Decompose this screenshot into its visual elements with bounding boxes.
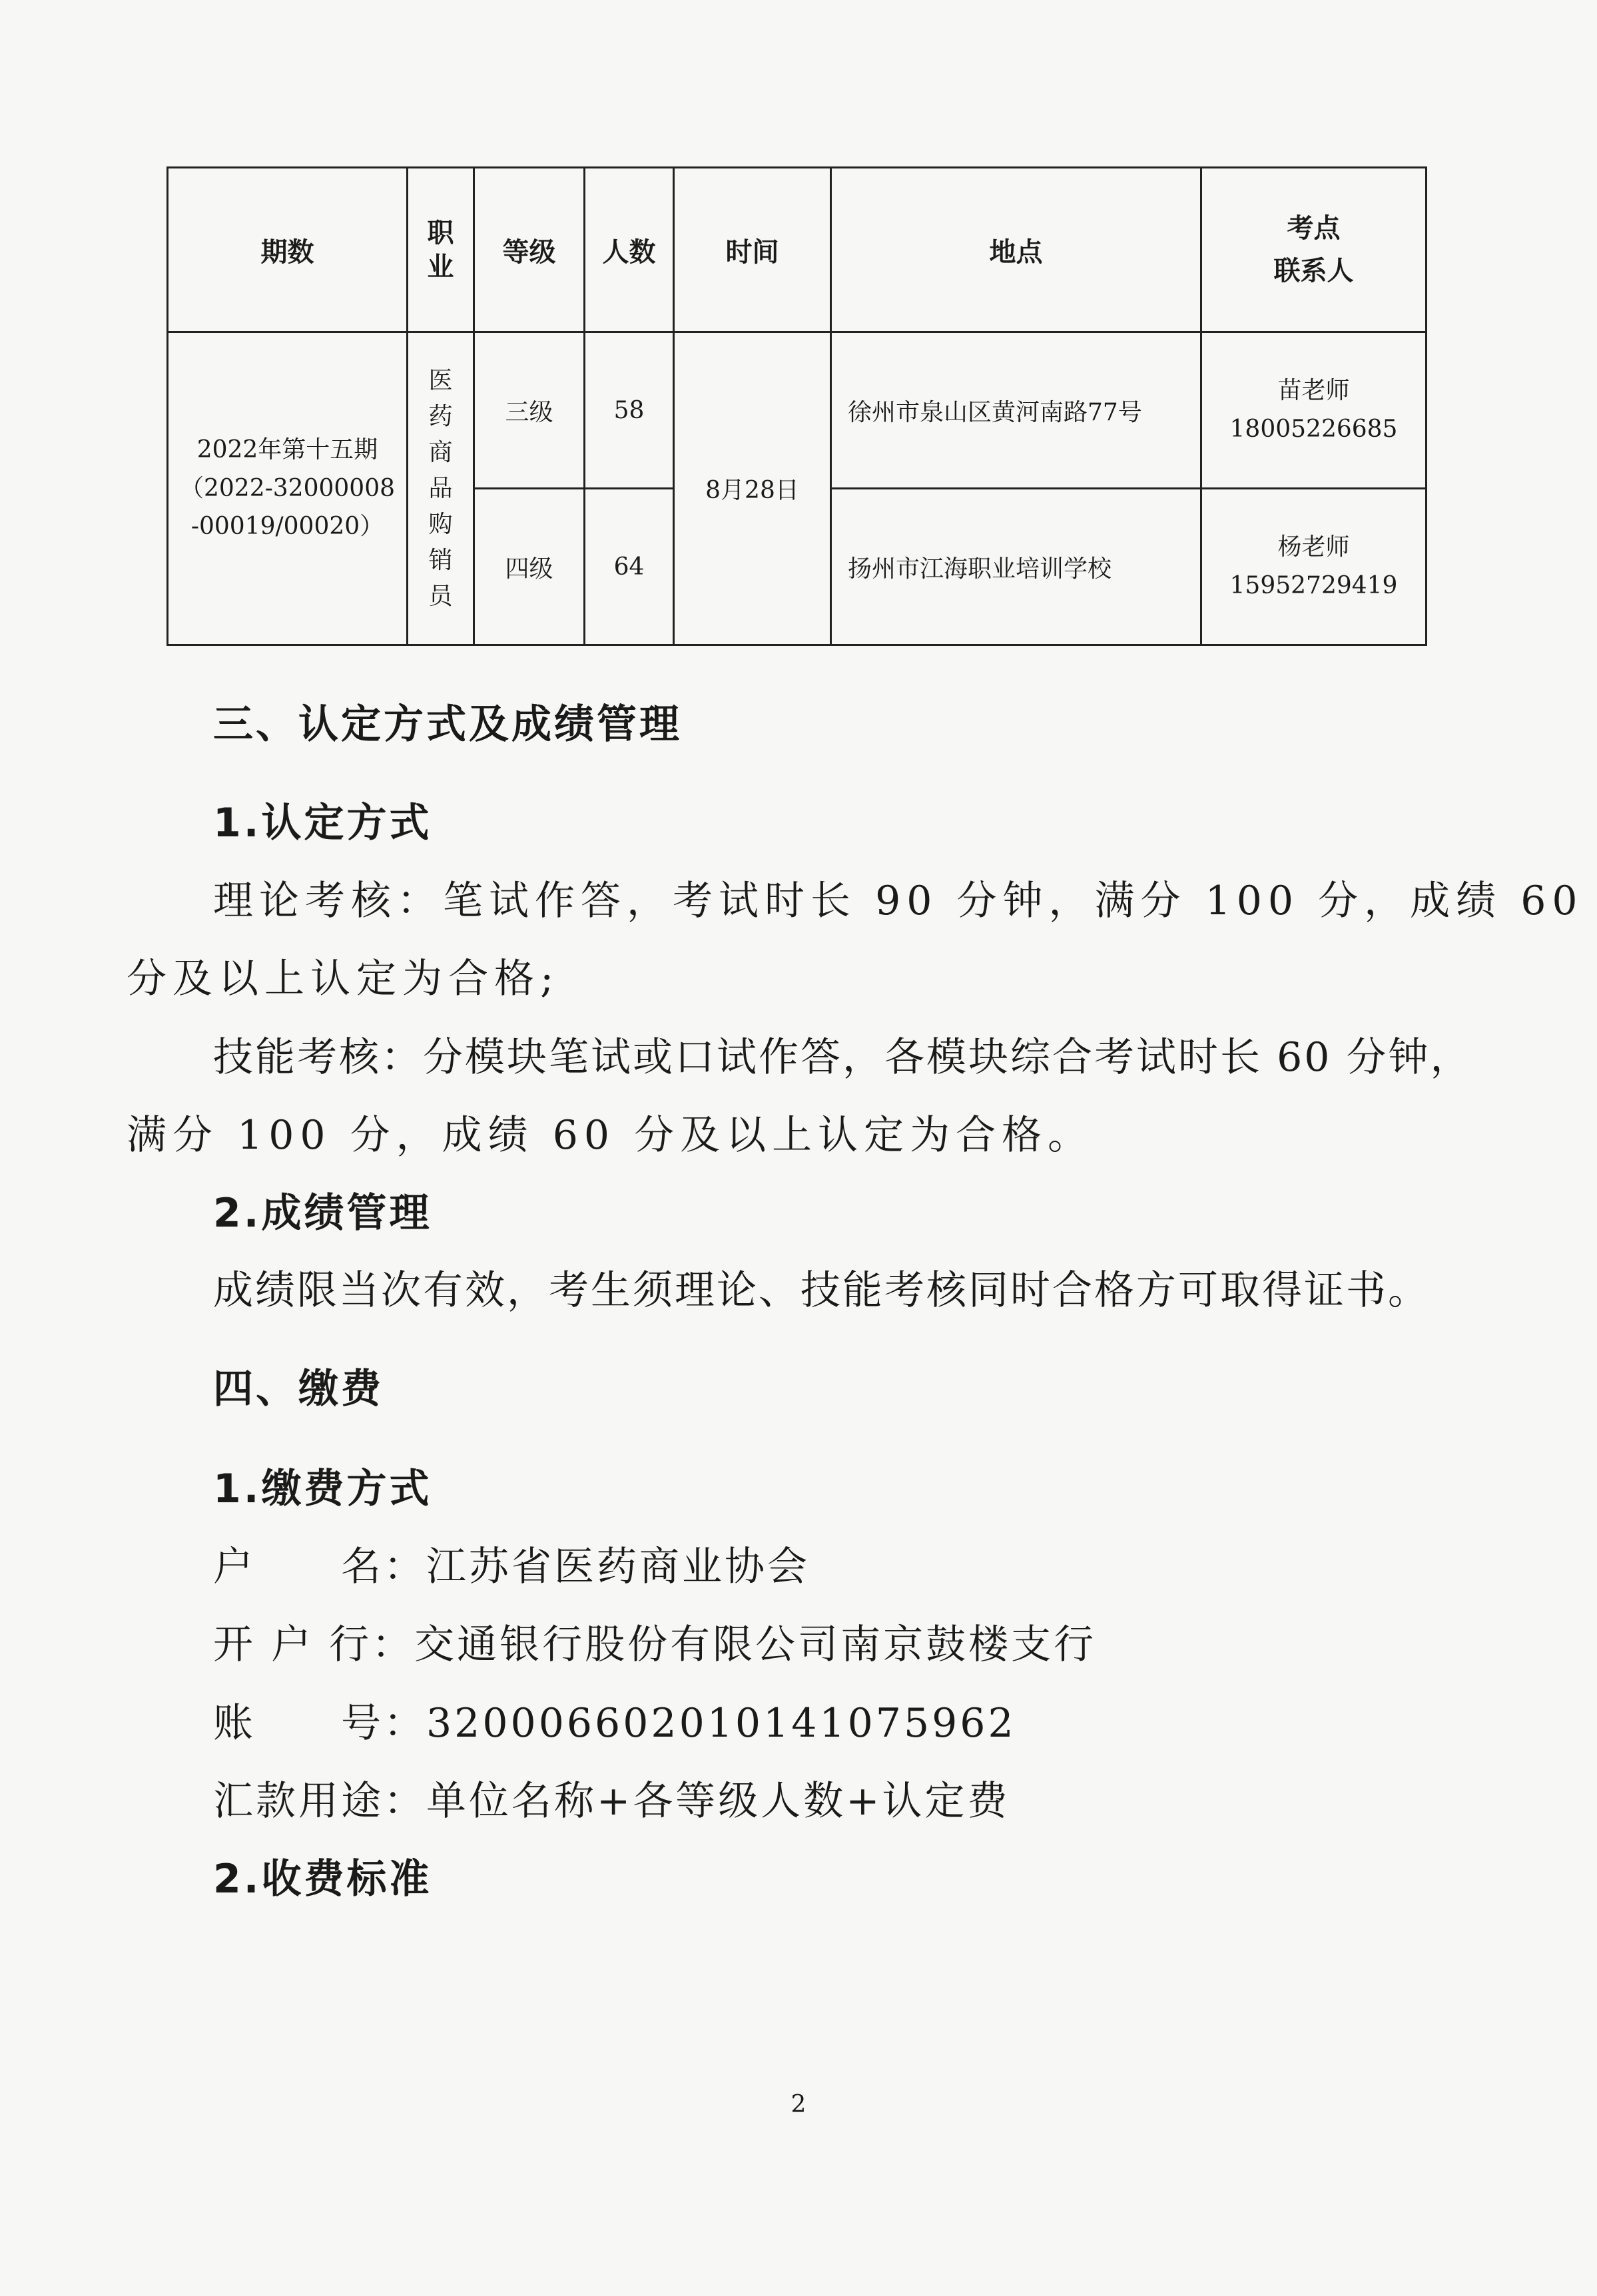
exam-schedule-table <box>166 166 1427 646</box>
section-3-heading: 三、认定方式及成绩管理 <box>213 701 682 748</box>
purpose-value: 单位名称+各等级人数+认定费 <box>426 1778 1010 1825</box>
count-cell: 64 <box>585 489 674 645</box>
bank-value: 交通银行股份有限公司南京鼓楼支行 <box>414 1621 1097 1668</box>
level-cell: 三级 <box>474 332 585 489</box>
subsection-method-heading: 1.认定方式 <box>213 800 432 846</box>
header-count: 人数 <box>585 168 674 332</box>
contact-cell: 杨老师 15952729419 <box>1201 489 1427 645</box>
header-location: 地点 <box>831 168 1201 332</box>
purpose-label: 汇款用途： <box>213 1778 426 1825</box>
header-contact: 考点 联系人 <box>1201 168 1427 332</box>
count-cell: 58 <box>585 332 674 489</box>
account-number-line <box>213 1691 1016 1749</box>
table-row <box>168 332 1427 489</box>
location-cell: 扬州市江海职业培训学校 <box>831 489 1201 645</box>
time-cell: 8月28日 <box>674 332 831 645</box>
subsection-score-heading: 2.成绩管理 <box>213 1190 432 1237</box>
bank-label: 开 户 行： <box>213 1621 415 1668</box>
skill-exam-text: 技能考核：分模块笔试或口试作答，各模块综合考试时长 60 分钟， <box>213 1034 1472 1081</box>
account-name-line <box>213 1535 810 1592</box>
theory-exam-text-cont: 分及以上认定为合格; <box>127 956 560 1002</box>
purpose-line <box>213 1769 1010 1827</box>
account-number-label: 账 号： <box>213 1700 426 1747</box>
section-4-heading: 四、缴费 <box>213 1366 384 1412</box>
subsection-fee-standard-heading: 2.收费标准 <box>213 1856 432 1902</box>
page-number: 2 <box>791 2091 806 2118</box>
score-management-text: 成绩限当次有效，考生须理论、技能考核同时合格方可取得证书。 <box>213 1267 1430 1314</box>
occupation-cell: 医 药 商 品 购 销 员 <box>408 332 474 645</box>
header-time: 时间 <box>674 168 831 332</box>
level-cell: 四级 <box>474 489 585 645</box>
theory-exam-text: 理论考核：笔试作答，考试时长 90 分钟，满分 100 分，成绩 60 <box>213 878 1584 924</box>
contact-cell: 苗老师 18005226685 <box>1201 332 1427 489</box>
bank-line <box>213 1613 1096 1670</box>
subsection-payment-method-heading: 1.缴费方式 <box>213 1466 432 1512</box>
skill-exam-text-cont: 满分 100 分，成绩 60 分及以上认定为合格。 <box>127 1112 1094 1159</box>
account-name-label: 户 名： <box>213 1544 426 1590</box>
header-level: 等级 <box>474 168 585 332</box>
account-number-value: 32000660201014107596​2 <box>426 1700 1016 1747</box>
period-cell: 2022年第十五期 （2022-32000008 -00019/00020） <box>168 332 408 645</box>
header-occupation: 职 业 <box>408 168 474 332</box>
location-cell: 徐州市泉山区黄河南路77号 <box>831 332 1201 489</box>
table-header-row <box>168 168 1427 332</box>
account-name-value: 江苏省医药商业协会 <box>426 1544 810 1590</box>
header-period: 期数 <box>168 168 408 332</box>
